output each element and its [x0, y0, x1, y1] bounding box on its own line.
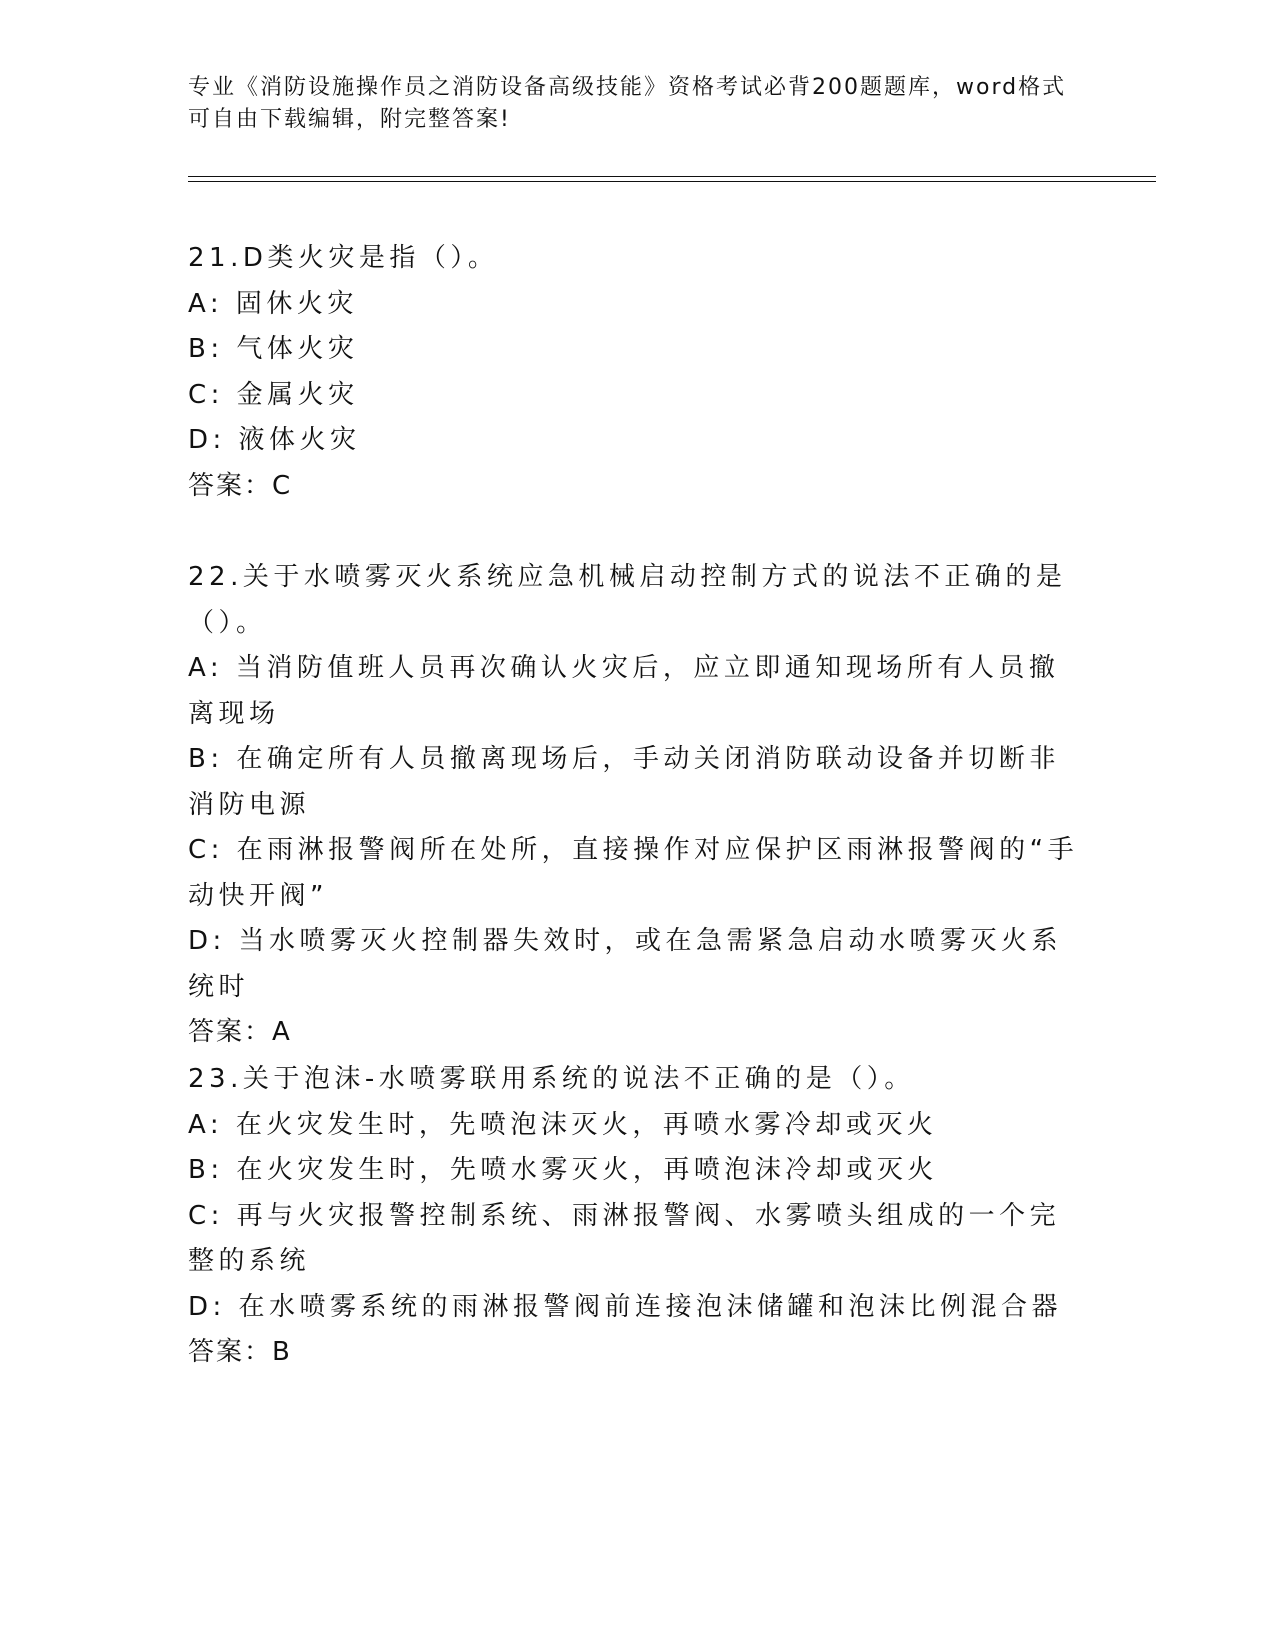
- document-header: 专业《消防设施操作员之消防设备高级技能》资格考试必背200题题库，word格式可自由下载编辑，附完整答案!: [188, 75, 1067, 132]
- option-c: C: 金属火灾: [188, 379, 359, 410]
- question-21: [188, 236, 1088, 509]
- option-b: B: 在火灾发生时，先喷水雾灭火，再喷泡沫冷却或灭火: [188, 1155, 938, 1185]
- option-b: B: 在确定所有人员撤离现场后，手动关闭消防联动设备并切断非消防电源: [188, 744, 1060, 820]
- answer-line: 答案：C: [188, 470, 293, 501]
- option-c: C: 在雨淋报警阀所在处所，直接操作对应保护区雨淋报警阀的“手动快开阀”: [188, 835, 1079, 911]
- option-a: A: 在火灾发生时，先喷泡沫灭火，再喷水雾冷却或灭火: [188, 1109, 938, 1140]
- option-c: C: 再与火灾报警控制系统、雨淋报警阀、水雾喷头组成的一个完整的系统: [188, 1200, 1061, 1276]
- option-d: D: 在水喷雾系统的雨淋报警阀前连接泡沫储罐和泡沫比例混合器: [188, 1291, 1063, 1322]
- question-stem: 23.关于泡沫-水喷雾联用系统的说法不正确的是（）。: [188, 1064, 915, 1094]
- question-23: [188, 1057, 1088, 1376]
- option-d: D: 当水喷雾灭火控制器失效时，或在急需紧急启动水喷雾灭火系统时: [188, 926, 1063, 1002]
- answer-line: 答案：A: [188, 1017, 292, 1047]
- question-stem: 21.D类火灾是指（）。: [188, 243, 499, 273]
- question-22: [188, 555, 1088, 1056]
- header-rule-bottom: [188, 181, 1156, 182]
- option-d: D: 液体火灾: [188, 425, 361, 455]
- option-b: B: 气体火灾: [188, 334, 359, 364]
- option-a: A: 当消防值班人员再次确认火灾后，应立即通知现场所有人员撤离现场: [188, 653, 1060, 729]
- question-stem: 22.关于水喷雾灭火系统应急机械启动控制方式的说法不正确的是（）。: [188, 562, 1067, 638]
- header-rule-top: [188, 176, 1156, 177]
- option-a: A: 固休火灾: [188, 288, 358, 319]
- answer-line: 答案：B: [188, 1337, 292, 1367]
